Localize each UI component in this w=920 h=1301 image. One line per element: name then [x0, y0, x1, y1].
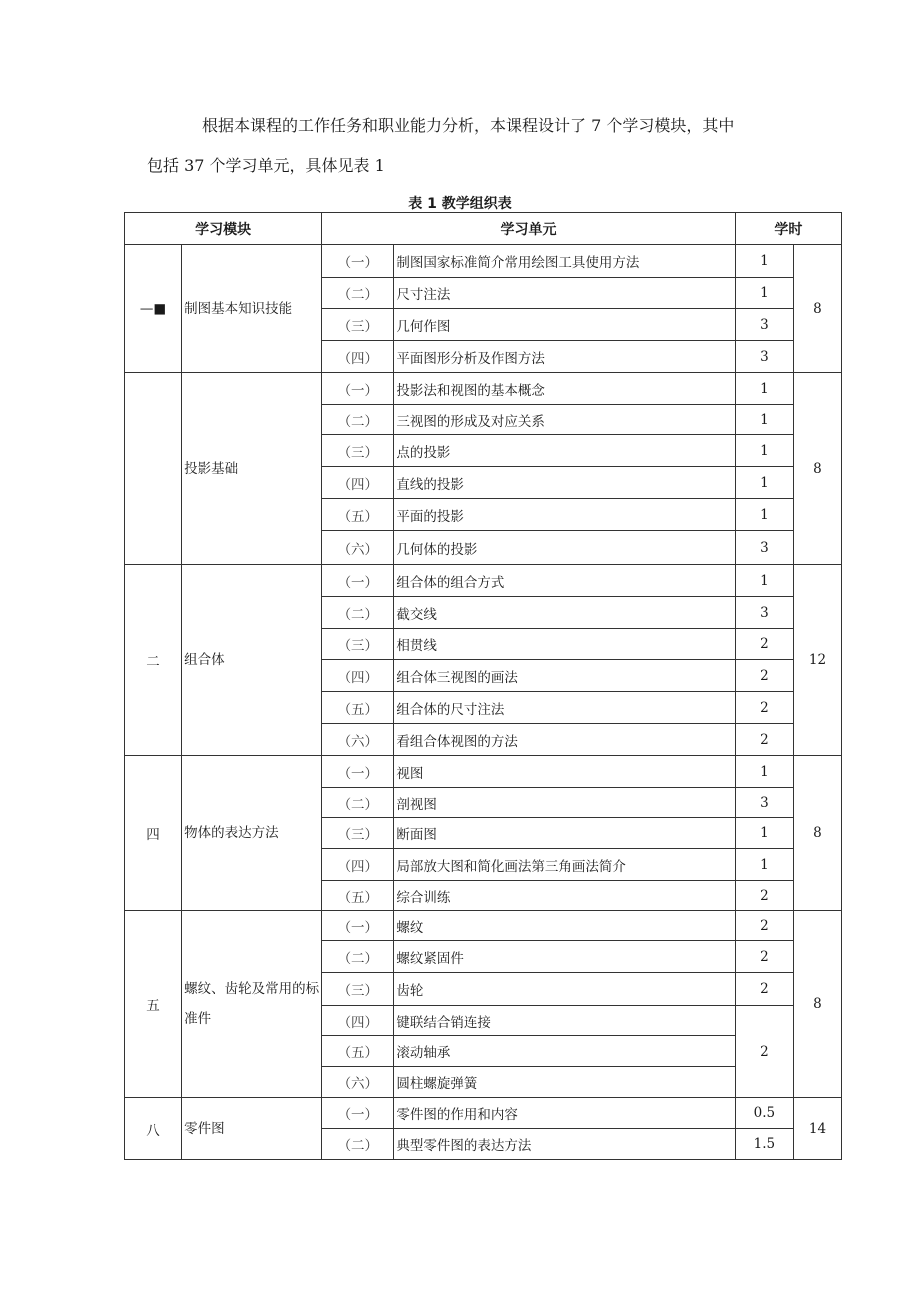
unit-number: （二） [322, 1129, 394, 1160]
unit-number: （三） [322, 973, 394, 1006]
unit-hours: 2 [735, 660, 793, 692]
unit-hours: 1.5 [735, 1129, 793, 1160]
unit-hours: 2 [735, 629, 793, 660]
unit-name: 断面图 [394, 818, 735, 849]
unit-hours: 1 [735, 467, 793, 499]
module-name: 制图基本知识技能 [182, 245, 322, 373]
module-total-hours: 14 [793, 1098, 841, 1160]
unit-hours: 3 [735, 309, 793, 341]
unit-hours: 1 [735, 499, 793, 531]
module-total-hours: 8 [793, 911, 841, 1098]
unit-number: （四） [322, 849, 394, 881]
unit-hours: 1 [735, 565, 793, 597]
unit-name: 典型零件图的表达方法 [394, 1129, 735, 1160]
unit-name: 几何作图 [394, 309, 735, 341]
unit-name: 综合训练 [394, 881, 735, 911]
table-row [125, 1098, 842, 1129]
unit-number: （三） [322, 629, 394, 660]
intro-paragraph-line-1: 根据本课程的工作任务和职业能力分析，本课程设计了 7 个学习模块，其中 [202, 116, 735, 135]
unit-name: 局部放大图和简化画法第三角画法简介 [394, 849, 735, 881]
unit-number: （一） [322, 1098, 394, 1129]
unit-number: （二） [322, 788, 394, 818]
unit-hours: 2 [735, 911, 793, 941]
unit-number: （四） [322, 660, 394, 692]
unit-number: （二） [322, 278, 394, 309]
unit-hours: 2 [735, 692, 793, 724]
unit-name: 视图 [394, 756, 735, 788]
unit-name: 看组合体视图的方法 [394, 724, 735, 756]
module-name: 螺纹、齿轮及常用的标准件 [182, 911, 322, 1098]
table-row [125, 373, 842, 405]
unit-name: 平面图形分析及作图方法 [394, 341, 735, 373]
unit-hours: 2 [735, 881, 793, 911]
unit-hours: 2 [735, 724, 793, 756]
unit-name: 零件图的作用和内容 [394, 1098, 735, 1129]
unit-name: 制图国家标准简介常用绘图工具使用方法 [394, 245, 735, 278]
module-name: 组合体 [182, 565, 322, 756]
unit-hours: 1 [735, 756, 793, 788]
module-number: —■ [125, 245, 182, 373]
unit-hours: 3 [735, 341, 793, 373]
module-name: 零件图 [182, 1098, 322, 1160]
unit-name: 点的投影 [394, 435, 735, 467]
unit-name: 几何体的投影 [394, 531, 735, 565]
unit-hours: 2 [735, 1006, 793, 1098]
unit-name: 键联结合销连接 [394, 1006, 735, 1036]
unit-number: （三） [322, 818, 394, 849]
table-row [125, 756, 842, 788]
unit-number: （三） [322, 435, 394, 467]
teaching-organization-table [124, 212, 842, 1160]
module-total-hours: 8 [793, 373, 841, 565]
unit-hours: 1 [735, 849, 793, 881]
unit-number: （一） [322, 373, 394, 405]
unit-number: （五） [322, 1036, 394, 1067]
unit-number: （四） [322, 467, 394, 499]
module-number [125, 373, 182, 565]
unit-hours: 3 [735, 788, 793, 818]
table-body [125, 245, 842, 1160]
unit-number: （一） [322, 911, 394, 941]
unit-name: 圆柱螺旋弹簧 [394, 1067, 735, 1098]
module-total-hours: 8 [793, 756, 841, 911]
unit-name: 相贯线 [394, 629, 735, 660]
unit-hours: 1 [735, 278, 793, 309]
unit-hours: 1 [735, 818, 793, 849]
table-caption: 表 1 教学组织表 [408, 196, 512, 212]
table-row [125, 911, 842, 941]
unit-name: 平面的投影 [394, 499, 735, 531]
unit-name: 投影法和视图的基本概念 [394, 373, 735, 405]
unit-name: 直线的投影 [394, 467, 735, 499]
unit-name: 剖视图 [394, 788, 735, 818]
intro-paragraph-line-2: 包括 37 个学习单元，具体见表 1 [147, 156, 385, 175]
unit-hours: 3 [735, 597, 793, 629]
unit-number: （五） [322, 499, 394, 531]
unit-number: （五） [322, 692, 394, 724]
module-number: 八 [125, 1098, 182, 1160]
unit-hours: 1 [735, 373, 793, 405]
module-number: 五 [125, 911, 182, 1098]
module-total-hours: 12 [793, 565, 841, 756]
header-module: 学习模块 [125, 213, 322, 245]
unit-name: 齿轮 [394, 973, 735, 1006]
table-row [125, 245, 842, 278]
unit-hours: 2 [735, 973, 793, 1006]
module-number: 四 [125, 756, 182, 911]
module-number: 二 [125, 565, 182, 756]
table-header-row [125, 213, 842, 245]
module-name: 投影基础 [182, 373, 322, 565]
unit-number: （六） [322, 1067, 394, 1098]
header-hours: 学时 [735, 213, 841, 245]
unit-number: （四） [322, 1006, 394, 1036]
header-unit: 学习单元 [322, 213, 736, 245]
unit-number: （一） [322, 565, 394, 597]
unit-number: （一） [322, 756, 394, 788]
unit-name: 组合体三视图的画法 [394, 660, 735, 692]
unit-number: （二） [322, 405, 394, 435]
unit-name: 尺寸注法 [394, 278, 735, 309]
unit-name: 三视图的形成及对应关系 [394, 405, 735, 435]
module-total-hours: 8 [793, 245, 841, 373]
unit-number: （二） [322, 597, 394, 629]
table-row [125, 565, 842, 597]
module-name: 物体的表达方法 [182, 756, 322, 911]
unit-name: 组合体的尺寸注法 [394, 692, 735, 724]
unit-number: （四） [322, 341, 394, 373]
unit-hours: 0.5 [735, 1098, 793, 1129]
unit-hours: 2 [735, 941, 793, 973]
unit-name: 滚动轴承 [394, 1036, 735, 1067]
unit-hours: 3 [735, 531, 793, 565]
unit-number: （一） [322, 245, 394, 278]
unit-number: （二） [322, 941, 394, 973]
unit-number: （六） [322, 724, 394, 756]
unit-hours: 1 [735, 245, 793, 278]
unit-hours: 1 [735, 405, 793, 435]
unit-name: 螺纹 [394, 911, 735, 941]
unit-number: （五） [322, 881, 394, 911]
unit-name: 组合体的组合方式 [394, 565, 735, 597]
unit-number: （三） [322, 309, 394, 341]
unit-number: （六） [322, 531, 394, 565]
unit-name: 螺纹紧固件 [394, 941, 735, 973]
unit-hours: 1 [735, 435, 793, 467]
unit-name: 截交线 [394, 597, 735, 629]
